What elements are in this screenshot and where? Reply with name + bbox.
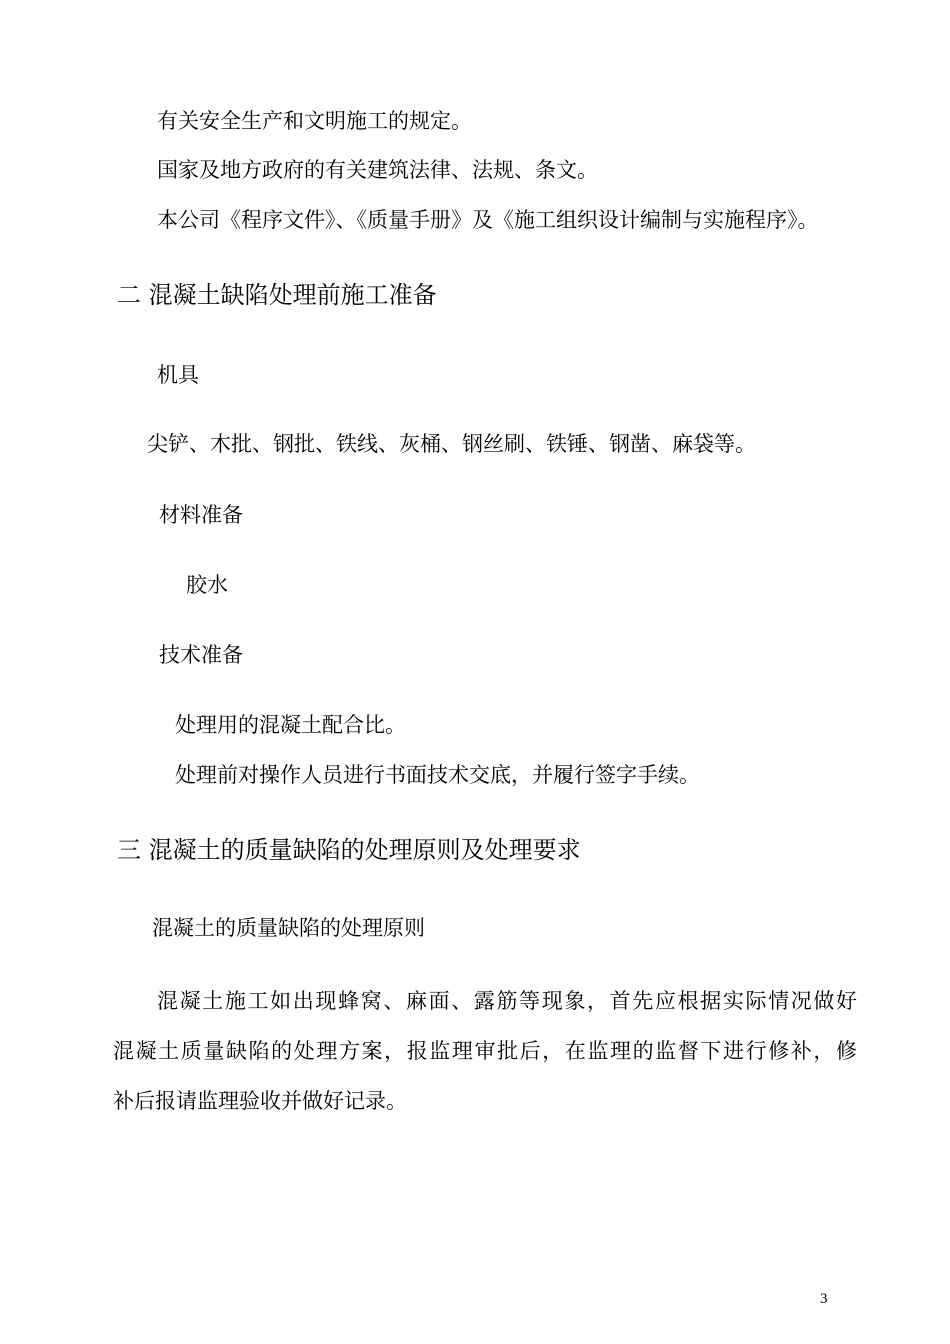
- paragraph-line-1: 混凝土施工如出现蜂窝、麻面、露筋等现象，首先应根据实际情况做好: [157, 989, 857, 1013]
- paragraph-line-2: 混凝土质量缺陷的处理方案，报监理审批后，在监理的监督下进行修补，修: [113, 1039, 857, 1063]
- paragraph-line-3: 补后报请监理验收并做好记录。: [113, 1089, 407, 1113]
- page-number: 3: [820, 1291, 828, 1307]
- basis-item-safety: 有关安全生产和文明施工的规定。: [157, 109, 472, 133]
- section-2-heading: 二 混凝土缺陷处理前施工准备: [117, 281, 437, 309]
- section-3-heading: 三 混凝土的质量缺陷的处理原则及处理要求: [117, 836, 581, 864]
- tools-title: 机具: [157, 363, 199, 387]
- principle-title: 混凝土的质量缺陷的处理原则: [152, 916, 425, 940]
- basis-item-company-docs: 本公司《程序文件》、《质量手册》及《施工组织设计编制与实施程序》。: [157, 208, 819, 232]
- materials-text: 胶水: [186, 573, 228, 597]
- tools-text: 尖铲、木批、钢批、铁线、灰桶、钢丝刷、铁锤、钢凿、麻袋等。: [147, 432, 756, 456]
- basis-item-laws: 国家及地方政府的有关建筑法律、法规、条文。: [157, 158, 598, 182]
- tech-item-mix-ratio: 处理用的混凝土配合比。: [175, 713, 406, 737]
- tech-title: 技术准备: [159, 643, 243, 667]
- tech-item-briefing: 处理前对操作人员进行书面技术交底，并履行签字手续。: [175, 763, 700, 787]
- materials-title: 材料准备: [159, 503, 243, 527]
